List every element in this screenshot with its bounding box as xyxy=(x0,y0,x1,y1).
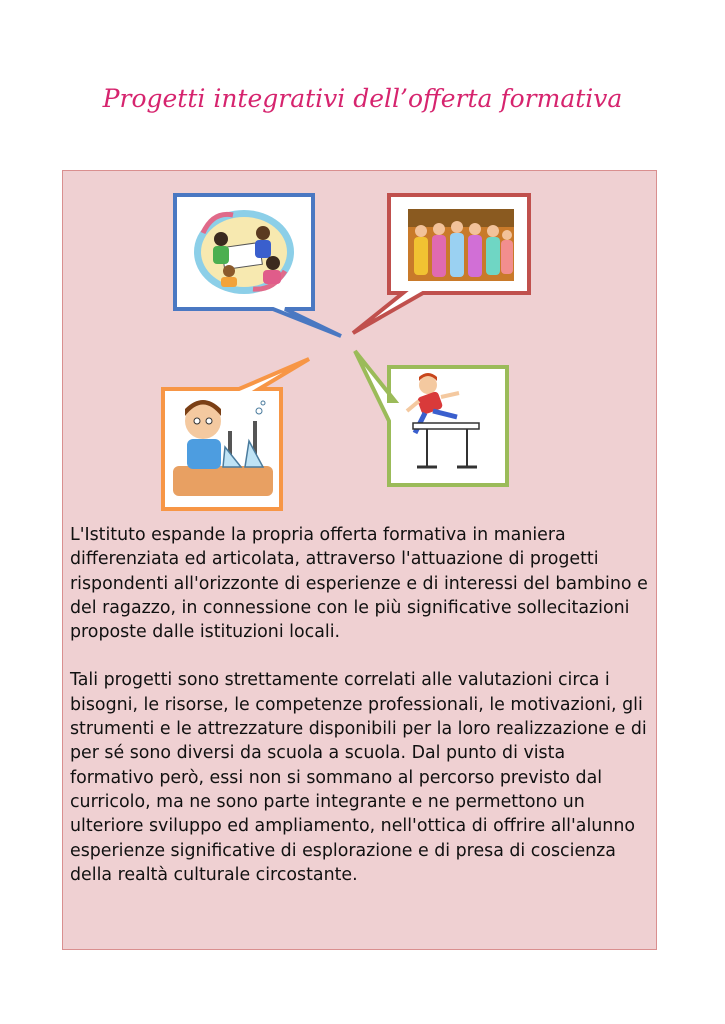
group-study-bubble xyxy=(175,195,341,336)
speech-bubbles-illustration xyxy=(63,171,658,516)
body-text xyxy=(70,523,650,911)
hurdle-jump-bubble xyxy=(355,351,507,485)
children-group-clipart xyxy=(408,209,514,281)
paragraph-1: L'Istituto espande la propria offerta formativa in maniera differenziata ed articolata, attraverso l'attuazione di progetti rispondenti all'orizzonte di esperienze e di interessi del bambino e del ragazzo, in connessione con le più significative sollecitazioni proposte dalle istituzioni locali. xyxy=(70,525,648,643)
science-experiment-bubble xyxy=(163,359,309,509)
page-title: Progetti integrativi dell’offerta formativa xyxy=(102,84,623,113)
content-panel xyxy=(62,170,657,950)
group-study-clipart xyxy=(194,210,294,294)
children-group-bubble xyxy=(353,195,529,333)
paragraph-2: Tali progetti sono strettamente correlati alle valutazioni circa i bisogni, le risorse, le competenze professionali, le motivazioni, gli strumenti e le attrezzature disponibili per la loro realizzazione e di per sé sono diversi da scuola a scuola. Dal punto di vista formativo però, essi non si sommano al percorso previsto dal curricolo, ma ne sono parte integrante e ne permettono un ulteriore sviluppo ed ampliamento, nell'ottica di offrire all'alunno esperienze significative di esplorazione e di presa di coscienza della realtà culturale circostante. xyxy=(70,670,647,885)
